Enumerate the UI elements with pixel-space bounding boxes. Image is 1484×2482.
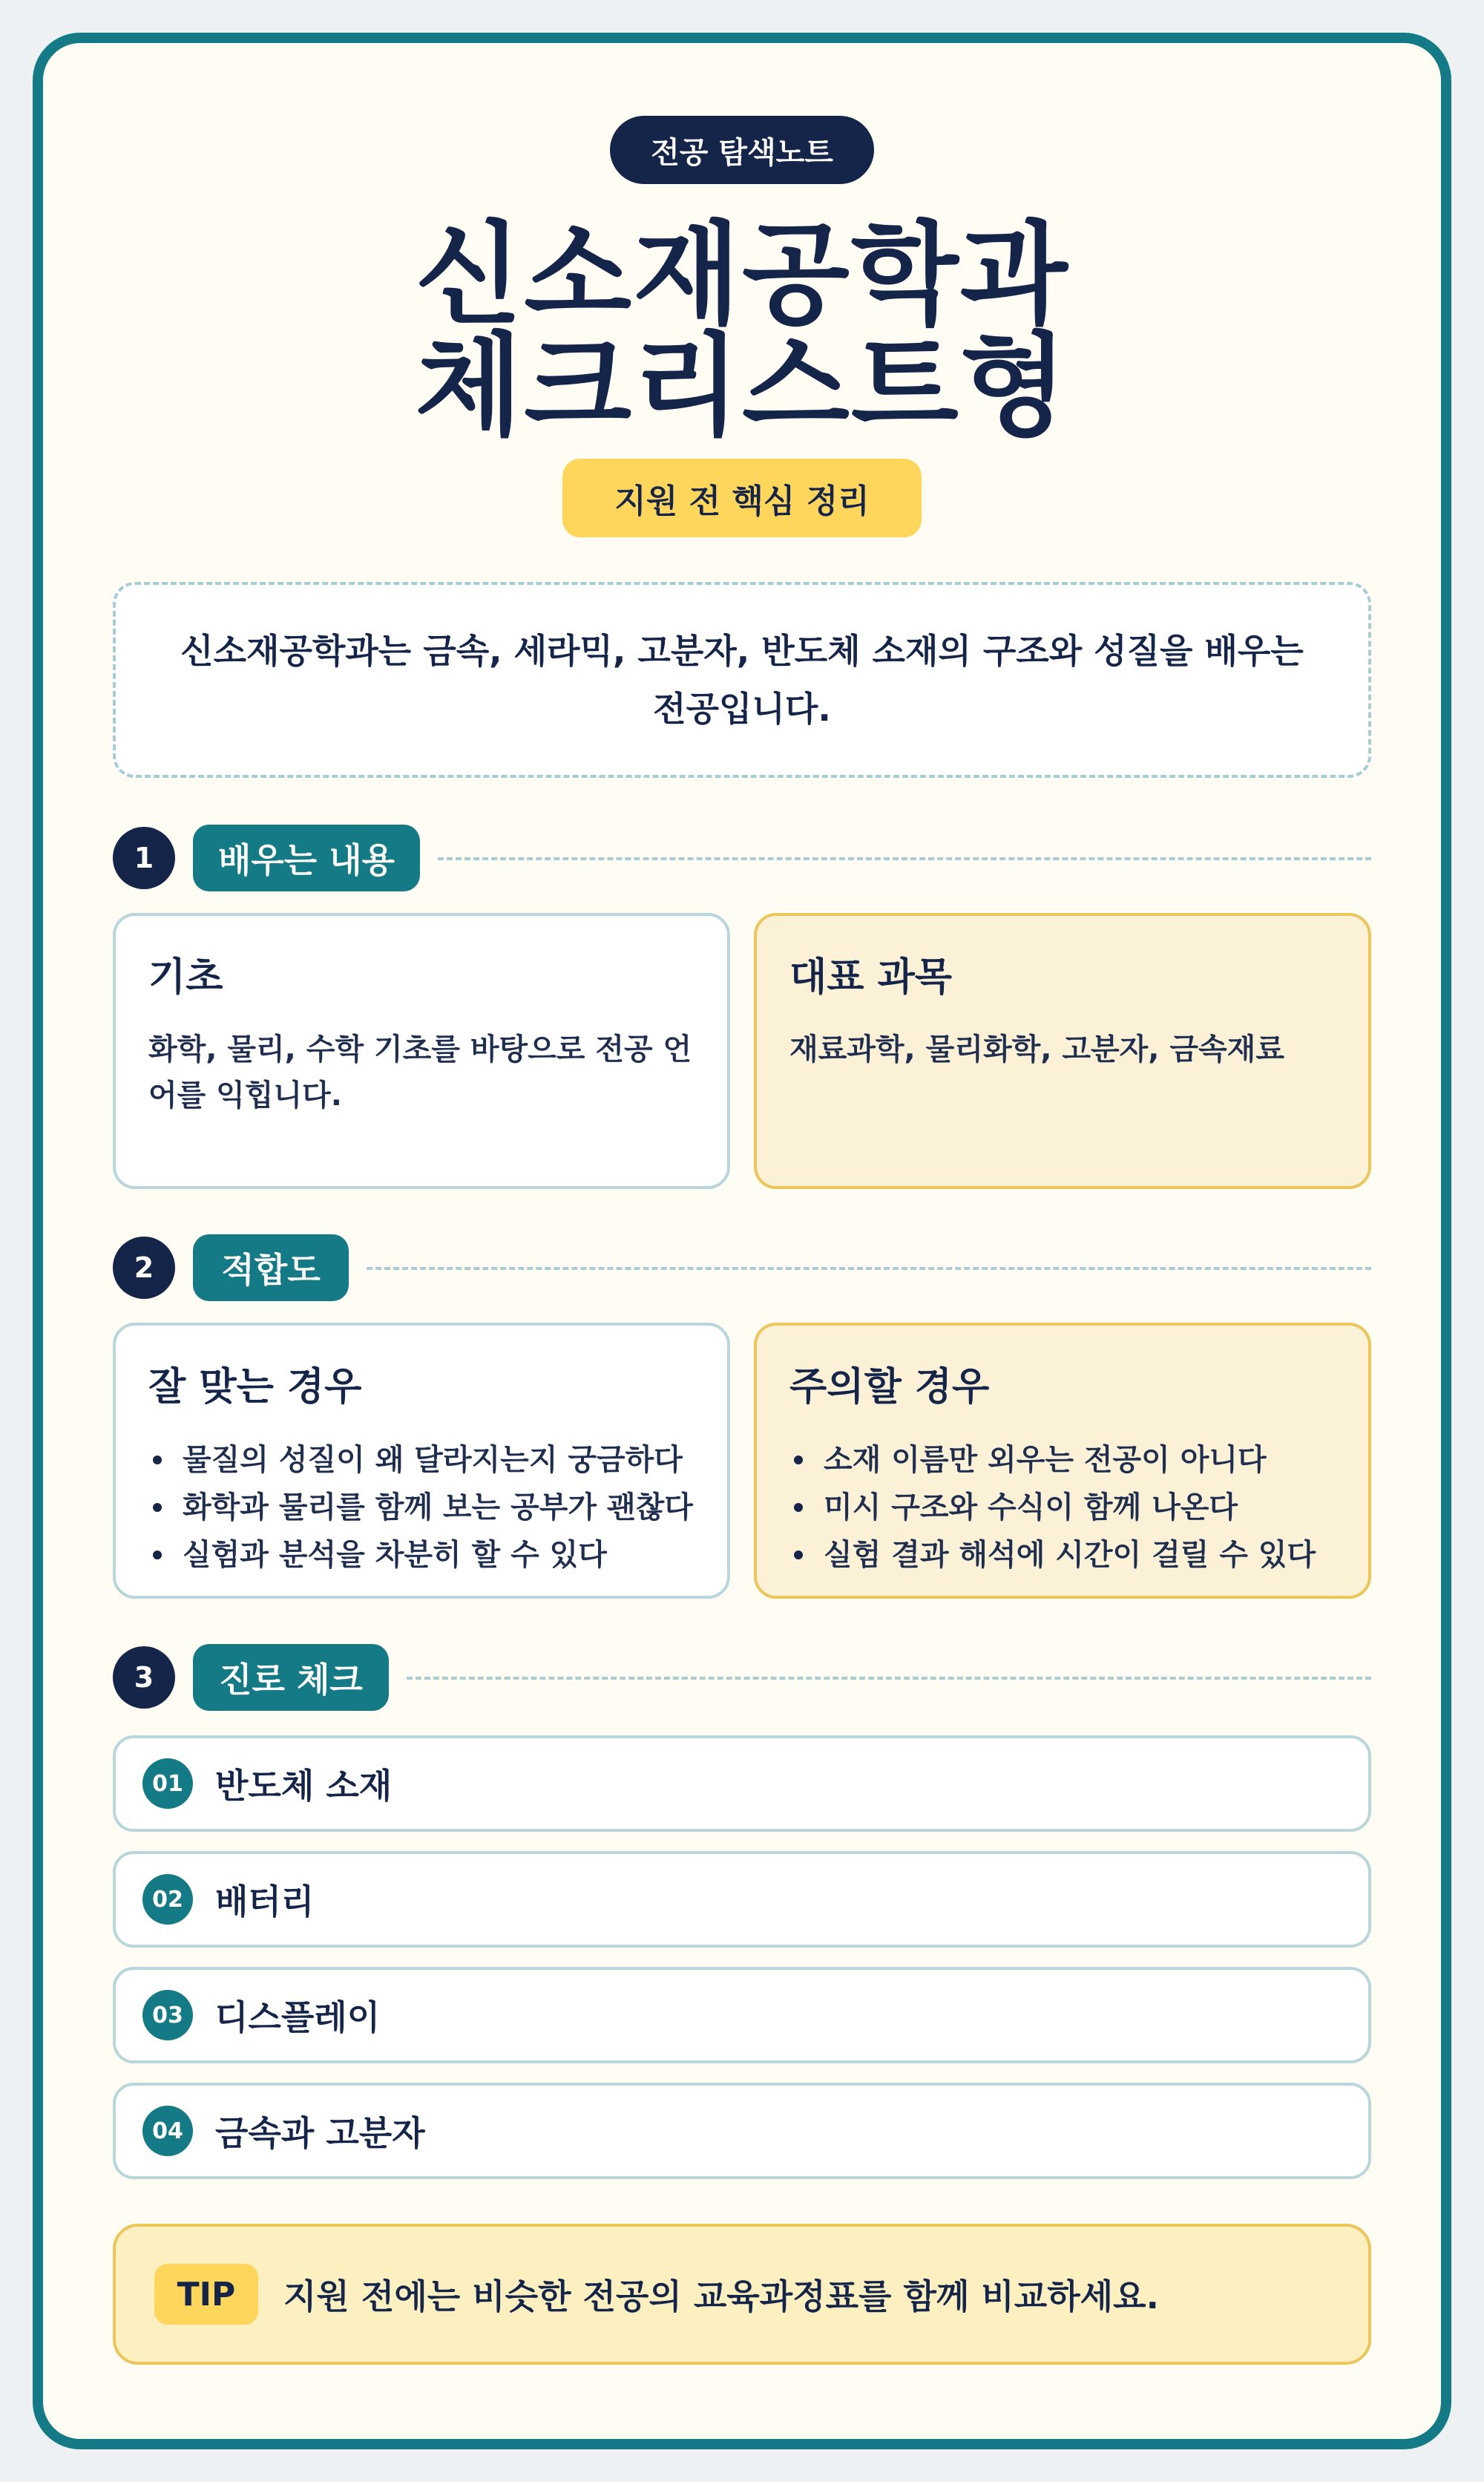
caution-title: 주의할 경우 — [789, 1365, 990, 1409]
career-text: 디스플레이 — [215, 1997, 381, 2037]
category-tag: 전공 탐색노트 — [610, 116, 874, 184]
tip-badge: TIP — [154, 2264, 258, 2325]
key-courses-text: 재료과학, 물리화학, 고분자, 금속재료 — [789, 1032, 1284, 1067]
page-title-line2: 체크리스트형 — [415, 322, 1069, 451]
section-2-divider — [367, 1267, 1371, 1270]
key-courses-card — [754, 913, 1371, 1189]
career-row — [113, 1851, 1371, 1948]
basics-card — [113, 913, 730, 1189]
tip-box — [113, 2224, 1371, 2365]
good-fit-card — [113, 1323, 730, 1599]
good-fit-item: 물질의 성질이 왜 달라지는지 궁금하다 — [148, 1436, 695, 1484]
caution-item: 소재 이름만 외우는 전공이 아니다 — [789, 1436, 1336, 1484]
section-2-label: 적합도 — [193, 1234, 349, 1301]
intro-box: 신소재공학과는 금속, 세라믹, 고분자, 반도체 소재의 구조와 성질을 배우는 전공입니다. — [113, 582, 1371, 778]
section-1-label: 배우는 내용 — [193, 825, 420, 891]
career-row — [113, 1735, 1371, 1832]
section-3-number: 3 — [113, 1646, 175, 1709]
section-3-label: 진로 체크 — [193, 1644, 389, 1711]
good-fit-item: 실험과 분석을 차분히 할 수 있다 — [148, 1531, 695, 1579]
good-fit-title: 잘 맞는 경우 — [148, 1365, 362, 1409]
career-number: 01 — [142, 1758, 193, 1809]
career-text: 금속과 고분자 — [215, 2113, 425, 2153]
caution-item: 미시 구조와 수식이 함께 나온다 — [789, 1484, 1336, 1531]
career-row — [113, 1967, 1371, 2063]
caution-card — [754, 1323, 1371, 1599]
good-fit-item: 화학과 물리를 함께 보는 공부가 괜찮다 — [148, 1484, 695, 1531]
career-number: 02 — [142, 1874, 193, 1925]
section-1-number: 1 — [113, 827, 175, 889]
basics-text: 화학, 물리, 수학 기초를 바탕으로 전공 언어를 익힙니다. — [148, 1032, 692, 1113]
key-courses-title: 대표 과목 — [789, 955, 953, 1000]
basics-title: 기초 — [148, 955, 223, 1000]
career-row — [113, 2083, 1371, 2179]
section-1-divider — [438, 857, 1371, 860]
career-number: 04 — [142, 2106, 193, 2156]
page-title-line1: 신소재공학과 — [415, 211, 1069, 340]
tip-text: 지원 전에는 비슷한 전공의 교육과정표를 함께 비교하세요. — [283, 2276, 1160, 2316]
career-text: 배터리 — [215, 1882, 315, 1922]
subtitle-badge: 지원 전 핵심 정리 — [562, 459, 922, 537]
section-3-divider — [407, 1677, 1371, 1680]
section-2-number: 2 — [113, 1237, 175, 1299]
caution-item: 실험 결과 해석에 시간이 걸릴 수 있다 — [789, 1531, 1336, 1579]
career-number: 03 — [142, 1990, 193, 2040]
career-text: 반도체 소재 — [215, 1766, 393, 1806]
